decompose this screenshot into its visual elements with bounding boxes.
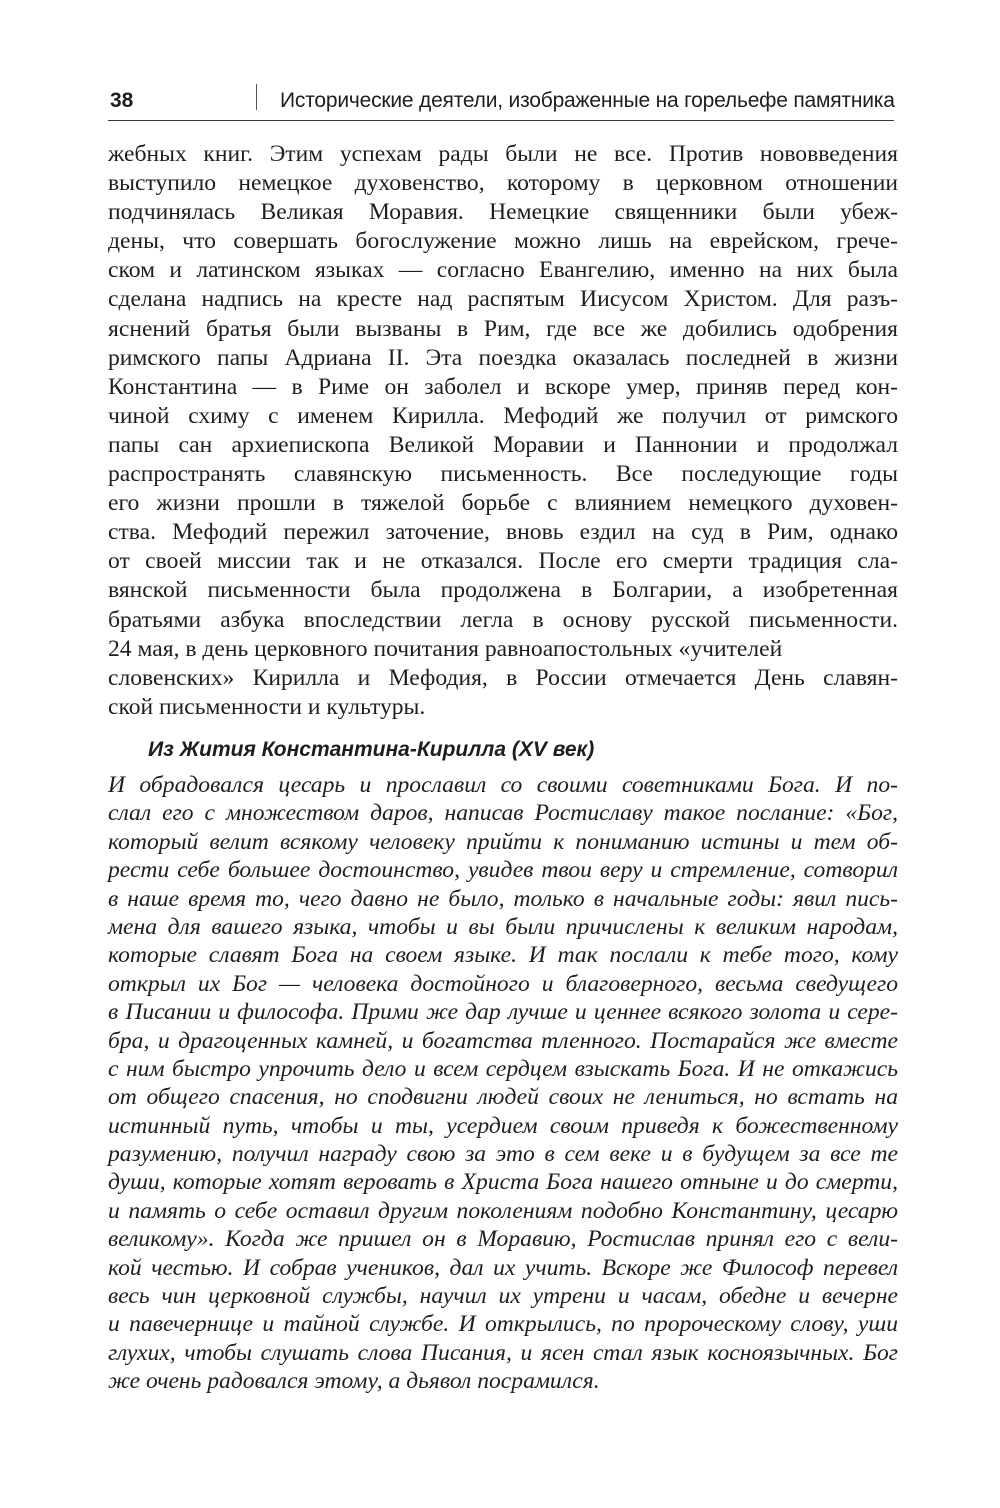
excerpt-line: весь чин церковной службы, научил их утрени и часам, обедне и вечерне bbox=[108, 1283, 898, 1310]
excerpt-line: мена для вашего языка, чтобы и вы были причислены к великим народам, bbox=[108, 913, 898, 940]
body-line: жебных книг. Этим успехам рады были не все. Против нововведения bbox=[108, 141, 898, 167]
body-line: Константина — в Риме он заболел и вскоре умер, приняв перед кон- bbox=[108, 373, 898, 400]
excerpt-line: глухих, чтобы слушать слова Писания, и ясен стал язык косноязычных. Бог bbox=[108, 1339, 898, 1366]
excerpt-line: души, которые хотят веровать в Христа Бога нашего отныне и до смерти, bbox=[108, 1169, 898, 1196]
body-line: его жизни прошли в тяжелой борьбе с влиянием немецкого духовен- bbox=[108, 490, 898, 517]
body-line: подчинялась Великая Моравия. Немецкие священники были убеж- bbox=[108, 199, 898, 226]
body-line: яснений братья были вызваны в Рим, где все же добились одобрения bbox=[108, 315, 898, 342]
body-line: римского папы Адриана II. Эта поездка оказалась последней в жизни bbox=[108, 344, 898, 371]
excerpt-line: же очень радовался этому, а дьявол посрамился. bbox=[108, 1368, 600, 1395]
body-line: ства. Мефодий пережил заточение, вновь ездил на суд в Рим, однако bbox=[108, 519, 898, 546]
body-line: 24 мая, в день церковного почитания равноапостольных «учителей bbox=[108, 635, 783, 662]
excerpt-quote bbox=[108, 771, 898, 1396]
body-line: выступило немецкое духовенство, которому в церковном отношении bbox=[108, 170, 898, 197]
body-line: дены, что совершать богослужение можно лишь на еврейском, грече- bbox=[108, 228, 898, 255]
excerpt-line: кой честью. И собрав учеников, дал их учить. Вскоре же Философ перевел bbox=[108, 1254, 898, 1281]
excerpt-line: открыл их Бог — человека достойного и благоверного, весьма сведущего bbox=[108, 970, 898, 997]
page-number: 38 bbox=[110, 89, 134, 112]
body-line: сделана надпись на кресте над распятым Иисусом Христом. Для разъ- bbox=[108, 286, 898, 313]
excerpt-line: и память о себе оставил другим поколениям подобно Константину, цесарю bbox=[108, 1197, 898, 1224]
excerpt-line: и павечернице и тайной службе. И открылись, по пророческому слову, уши bbox=[108, 1311, 898, 1338]
body-line: чиной схиму с именем Кирилла. Мефодий же получил от римского bbox=[108, 402, 898, 429]
body-paragraph bbox=[108, 140, 898, 722]
excerpt-line: в Писании и философа. Прими же дар лучше и ценнее всякого золота и сере- bbox=[108, 999, 898, 1026]
excerpt-line: рести себе большее достоинство, увидев твои веру и стремление, сотворил bbox=[108, 857, 898, 884]
excerpt-line: И обрадовался цесарь и прославил со своими советниками Бога. И по- bbox=[108, 772, 898, 798]
excerpt-line: истинный путь, чтобы и ты, усердием своим приведя к божественному bbox=[108, 1112, 898, 1139]
body-line: вянской письменности была продолжена в Болгарии, а изобретенная bbox=[108, 577, 898, 604]
excerpt-line: которые славят Бога на своем языке. И так послали к тебе того, кому bbox=[108, 942, 898, 969]
excerpt-line: который велит всякому человеку прийти к пониманию истины и тем об- bbox=[108, 828, 898, 855]
excerpt-heading: Из Жития Константина-Кирилла (XV век) bbox=[148, 738, 595, 761]
body-line: словенских» Кирилла и Мефодия, в России отмечается День славян- bbox=[108, 664, 898, 691]
body-line: ской письменности и культуры. bbox=[108, 693, 426, 720]
excerpt-line: великому». Когда же пришел он в Моравию, Ростислав принял его с вели- bbox=[108, 1226, 898, 1253]
body-line: ском и латинском языках — согласно Евангелию, именно на них была bbox=[108, 257, 898, 284]
header-separator bbox=[256, 84, 257, 110]
body-line: от своей миссии так и не отказался. После его смерти традиция сла- bbox=[108, 548, 898, 575]
excerpt-line: с ним быстро упрочить дело и всем сердцем взыскать Бога. И не откажись bbox=[108, 1055, 898, 1082]
excerpt-line: в наше время то, чего давно не было, только в начальные годы: явил пись- bbox=[108, 885, 898, 912]
excerpt-line: бра, и драгоценных камней, и богатства тленного. Постарайся же вместе bbox=[108, 1027, 898, 1054]
body-line: папы сан архиепископа Великой Моравии и Паннонии и продолжал bbox=[108, 431, 898, 458]
running-header-title: Исторические деятели, изображенные на горельефе памятника bbox=[280, 89, 895, 112]
excerpt-line: от общего спасения, но сподвигни людей своих не лениться, но встать на bbox=[108, 1084, 898, 1111]
excerpt-line: слал его с множеством даров, написав Ростиславу такое послание: «Бог, bbox=[108, 800, 898, 827]
body-line: братьями азбука впоследствии легла в основу русской письменности. bbox=[108, 606, 898, 633]
excerpt-line: разумению, получил награду свою за это в сем веке и в будущем за все те bbox=[108, 1141, 898, 1168]
body-line: распространять славянскую письменность. Все последующие годы bbox=[108, 461, 898, 488]
running-header bbox=[108, 84, 894, 121]
